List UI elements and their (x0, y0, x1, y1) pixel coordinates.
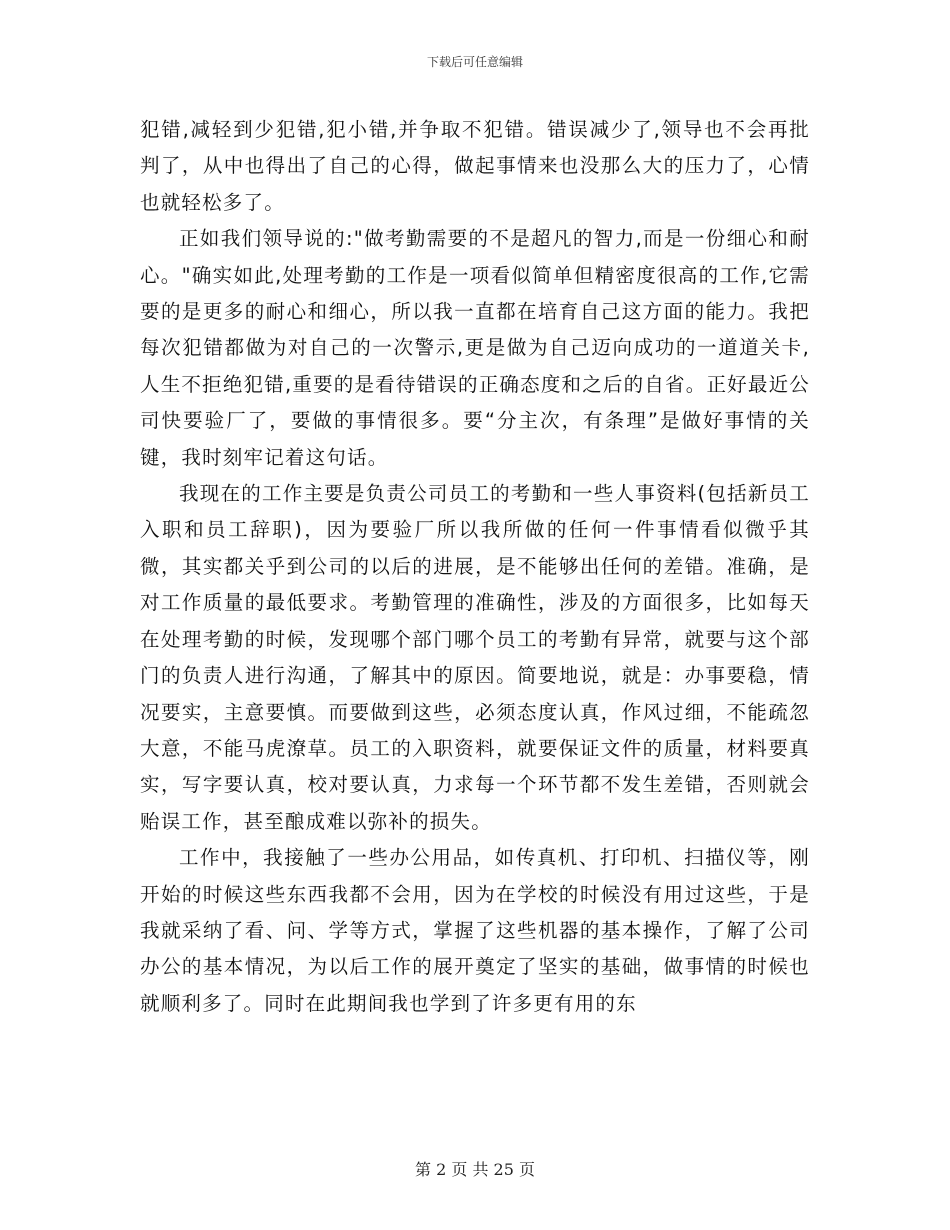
page-header: 下载后可任意编辑 (426, 55, 523, 69)
paragraph-2: 正如我们领导说的:"做考勤需要的不是超凡的智力,而是一份细心和耐心。"确实如此,处理考勤的工作是一项看似简单但精密度很高的工作,它需要的是更多的耐心和细心，所以我一直都在培育自己这方面的能力。我把每次犯错都做为对自己的一次警示,更是做为自己迈向成功的一道道关卡,人生不拒绝犯错,重要的是看待错误的正确态度和之后的自省。正好最近公司快要验厂了，要做的事情很多。要“分主次，有条理”是做好事情的关键，我时刻牢记着这句话。 (140, 227, 810, 469)
paragraph-3: 我现在的工作主要是负责公司员工的考勤和一些人事资料(包括新员工入职和员工辞职)，因为要验厂所以我所做的任何一件事情看似微乎其微，其实都关乎到公司的以后的进展，是不能够出任何的差错。准确，是对工作质量的最低要求。考勤管理的准确性，涉及的方面很多，比如每天在处理考勤的时候，发现哪个部门哪个员工的考勤有异常，就要与这个部门的负责人进行沟通，了解其中的原因。简要地说，就是：办事要稳，情况要实，主意要慎。而要做到这些，必须态度认真，作风过细，不能疏忽大意，不能马虎潦草。员工的入职资料，就要保证文件的质量，材料要真实，写字要认真，校对要认真，力求每一个环节都不发生差错，否则就会贻误工作，甚至酿成难以弥补的损失。 (140, 482, 810, 833)
paragraph-4: 工作中，我接触了一些办公用品，如传真机、打印机、扫描仪等，刚开始的时候这些东西我都不会用，因为在学校的时候没有用过这些，于是我就采纳了看、问、学等方式，掌握了这些机器的基本操作，了解了公司办公的基本情况，为以后工作的展开奠定了坚实的基础，做事情的时候也就顺利多了。同时在此期间我也学到了许多更有用的东 (140, 846, 810, 1015)
document-body (140, 112, 810, 1022)
page-number-footer: 第 2 页 共 25 页 (415, 1160, 535, 1179)
paragraph-1: 犯错,减轻到少犯错,犯小错,并争取不犯错。错误减少了,领导也不会再批判了，从中也得出了自己的心得，做起事情来也没那么大的压力了，心情也就轻松多了。 (140, 118, 810, 214)
